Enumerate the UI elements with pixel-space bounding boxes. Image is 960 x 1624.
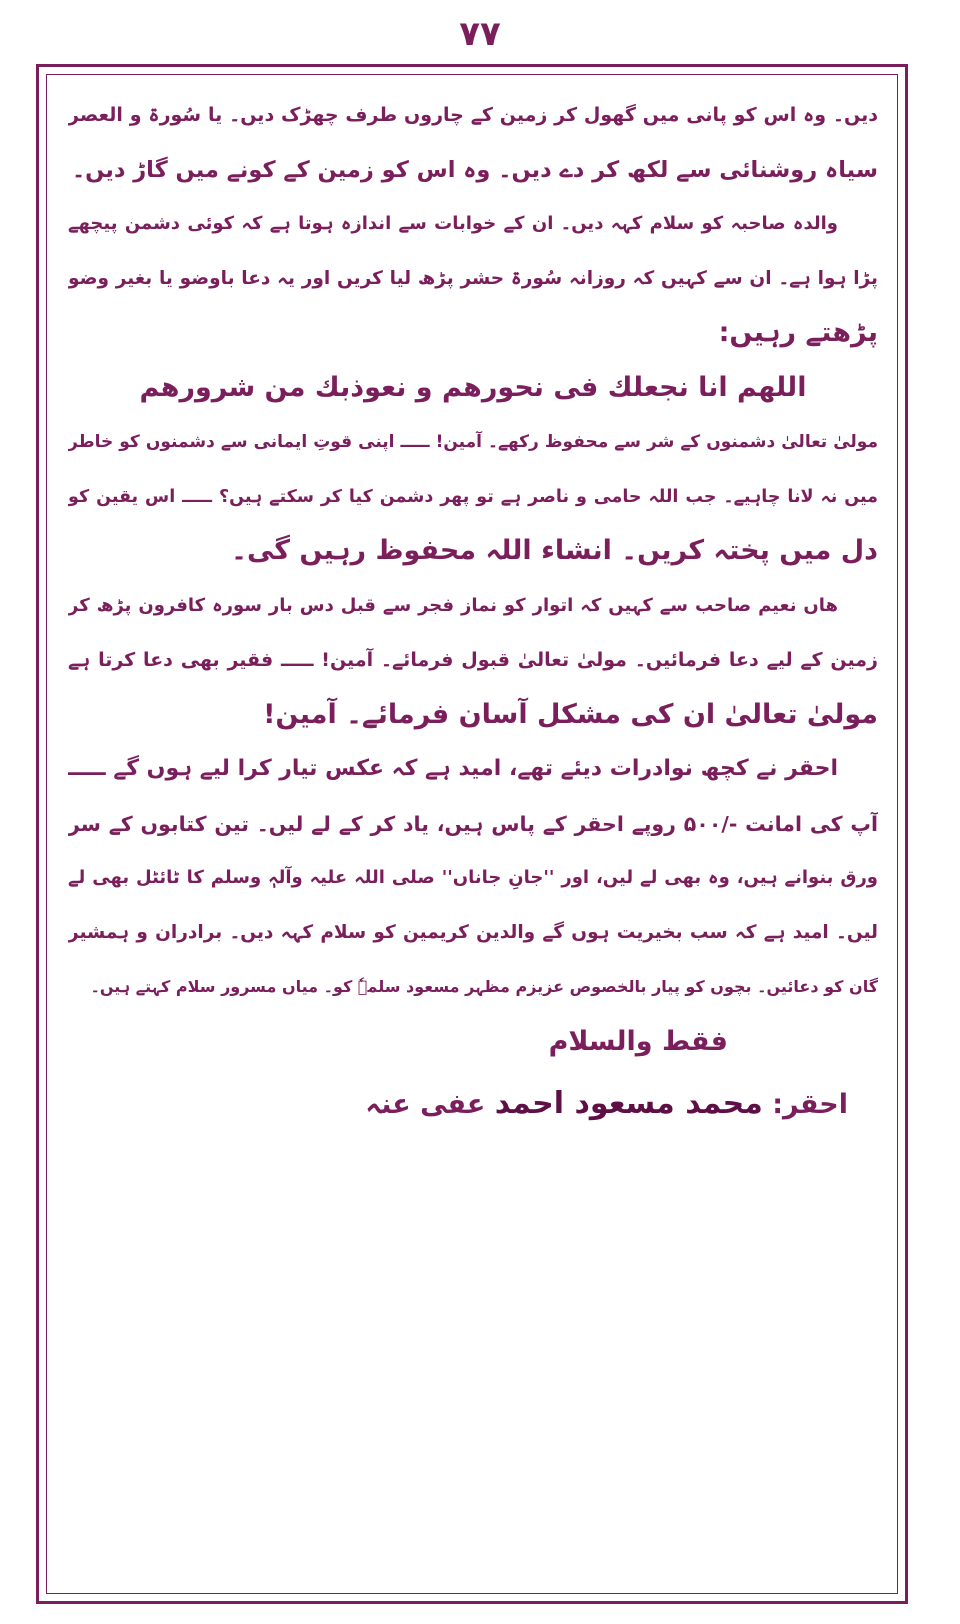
text-line: پڑھتے رہیں: <box>718 317 878 348</box>
text-line: آپ کی امانت -/۵۰۰ روپے احقر کے پاس ہیں، یاد کر کے لے لیں۔ تین کتابوں کے سر <box>68 811 878 836</box>
text-line: میں نہ لانا چاہیے۔ جب اللہ حامی و ناصر ہے تو پھر دشمن کیا کر سکتے ہیں؟ ـــــ اس یقین کو <box>68 486 878 507</box>
text-line: ورق بنوانے ہیں، وہ بھی لے لیں، اور ''جانِ جاناں'' صلی اللہ علیہ وآلہٖ وسلم کا ٹائٹل بھی لے <box>68 867 878 888</box>
text-line: لیں۔ امید ہے کہ سب بخیریت ہوں گے والدین کریمین کو سلام کہہ دیں۔ برادران و ہمشیر <box>68 921 878 943</box>
text-line: پڑا ہوا ہے۔ ان سے کہیں کہ روزانہ سُورۃ حشر پڑھ لیا کریں اور یہ دعا باوضو یا بغیر وضو <box>68 267 878 289</box>
text-line: گان کو دعائیں۔ بچوں کو پیار بالخصوص عزیزم مظہر مسعود سلمہٗ کو۔ میاں مسرور سلام کہتے ہیں۔ <box>90 977 878 996</box>
signature-suffix: عفی عنہ <box>365 1089 486 1120</box>
page-number: ۷۷ <box>459 14 501 54</box>
closing-salutation: فقط والسلام <box>548 1025 728 1057</box>
text-line: ھاں نعیم صاحب سے کہیں کہ اتوار کو نماز فجر سے قبل دس بار سورہ کافرون پڑھ کر <box>68 594 838 616</box>
signature <box>68 1077 878 1132</box>
text-line: سیاہ روشنائی سے لکھ کر دے دیں۔ وہ اس کو زمین کے کونے میں گاڑ دیں۔ <box>71 156 878 183</box>
text-line: دیں۔ وہ اس کو پانی میں گھول کر زمین کے چاروں طرف چھڑک دیں۔ یا سُورۃ و العصر <box>68 104 878 126</box>
signature-prefix: احقر: <box>772 1089 848 1120</box>
text-line: دل میں پختہ کریں۔ انشاء اللہ محفوظ رہیں گی۔ <box>231 535 878 566</box>
text-line: والدہ صاحبہ کو سلام کہہ دیں۔ ان کے خوابات سے اندازہ ہوتا ہے کہ کوئی دشمن پیچھے <box>68 213 838 234</box>
text-line: زمین کے لیے دعا فرمائیں۔ مولیٰ تعالیٰ قبول فرمائے۔ آمین! ـــــ فقیر بھی دعا کرتا ہے <box>68 649 878 671</box>
text-line: مولیٰ تعالیٰ دشمنوں کے شر سے محفوظ رکھے۔ آمین! ـــــ اپنی قوتِ ایمانی سے دشمنوں کو خاطر <box>68 432 878 452</box>
text-line: احقر نے کچھ نوادرات دیئے تھے، امید ہے کہ عکس تیار کرا لیے ہوں گے ـــــ <box>68 756 838 781</box>
arabic-prayer: اللھم انا نجعلك فی نحورھم و نعوذبك من شرورھم <box>139 371 807 403</box>
signature-name: محمد مسعود احمد <box>494 1086 763 1121</box>
letter-body <box>68 88 878 1132</box>
text-line: مولیٰ تعالیٰ ان کی مشکل آسان فرمائے۔ آمین! <box>263 698 878 730</box>
